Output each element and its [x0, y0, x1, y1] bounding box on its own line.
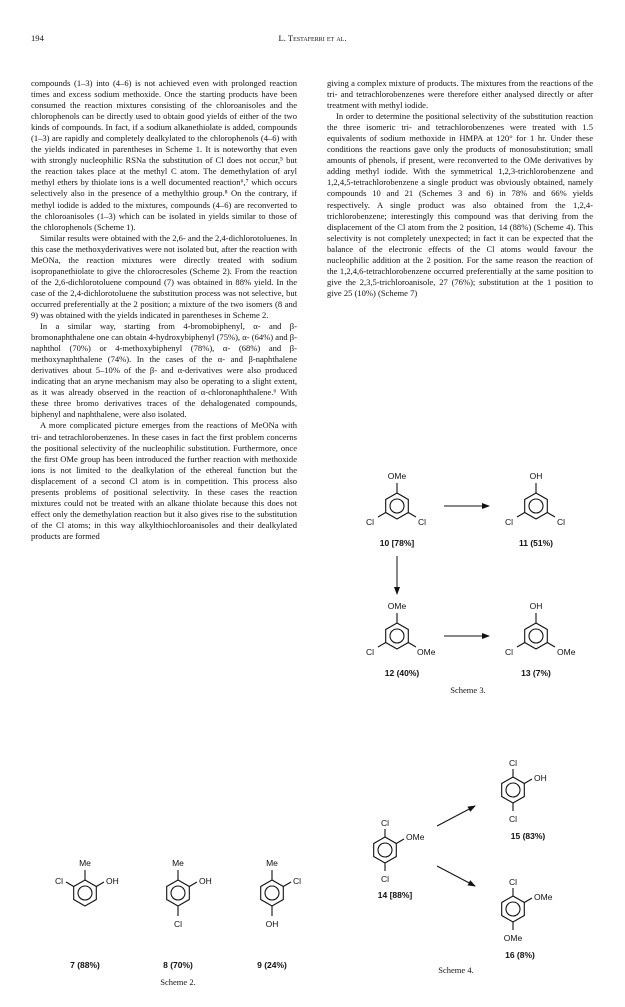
- paragraph: A more complicated picture emerges from the reactions of MeONa with tri- and tetrachlorobenzenes. In these cases in fact the first problem concerns the positional selectivity of the nucleophilic substitution. Furthermore, once the first OMe group has been introduced the further reaction with methoxide ions is not limited to the dealkylation of the ethereal function but the displacement of a second Cl atom is in competition. This process also presents problems of positional selectivity. In these cases the reaction mixtures could not be treated with an alkane thiolate because this does not effect only the demethylation reaction but it also gives rise to the substitution of the Cl atoms; in this way alkylthiochloroanisoles and their dealkylated products are formed: [31, 420, 297, 541]
- compound-12: [366, 601, 436, 678]
- compound-label: 14 [88%]: [377, 890, 413, 900]
- substituent-right: Cl: [557, 517, 566, 527]
- substituent-top: OH: [529, 471, 543, 481]
- compound-7: [55, 858, 119, 970]
- compound-label: 16 (8%): [505, 950, 535, 960]
- running-title: L. Testaferri et al.: [278, 33, 347, 43]
- substituent-top: Cl: [380, 818, 390, 828]
- substituent-top: Me: [79, 858, 91, 868]
- compound-8: [163, 858, 212, 970]
- substituent-right: Cl: [418, 517, 427, 527]
- paragraph: compounds (1–3) into (4–6) is not achieved even with prolonged reaction times and excess sodium methoxide. Once the starting products have been consumed the reaction mixtures consisting of the chloroanisoles and the chlorophenols can be directly used to obtain good yields of either of the two kinds of compounds. In fact, if a sodium alkanethiolate is added, compounds (1–3) are rapidly and completely dealkylated to the chlorophenols (4–6) with the yields indicated in parentheses in Scheme 1. It is noteworthy that even with strongly nucleophilic RSNa the substitution of Cl does not occur,⁵ but the reaction takes place at the methyl C atom. The demethylation of aryl methyl ethers by thiolate ions is a well documented reaction⁶,⁷ which occurs selectively also in the presence of a methylthio group.⁸ On the contrary, if methyl iodide is added to the mixtures, compounds (4–6) are reconverted to the chloroanisoles (1–3) which can be isolated in yields similar to those of the chlorophenols (Scheme 1).: [31, 78, 297, 232]
- paragraph: Similar results were obtained with the 2,6- and the 2,4-dichlorotoluenes. In this case the methoxyderivatives were not isolated but, after the reaction with MeONa, the reaction mixtures were directly treated with sodium isopropanethiolate to give the chlorocresoles (Scheme 2). From the reaction of the 2,6-dichlorotoluene compound (7) was obtained in 88% yield. In the case of the 2,4-dichlorotoluene the substitution process was not selective, but occurred preferentially at the 2 position; a mixture of the two isomers (8 and 9) was obtained with the yields indicated in parentheses in Scheme 2.: [31, 232, 297, 320]
- compound-label: 7 (88%): [70, 960, 100, 970]
- compound-9: [257, 858, 301, 970]
- compound-16: [502, 877, 553, 960]
- substituent-right: OMe: [417, 647, 436, 657]
- compound-label: 11 (51%): [518, 538, 554, 548]
- compound-label: 8 (70%): [163, 960, 193, 970]
- paragraph: In a similar way, starting from 4-bromobiphenyl, α- and β-bromonaphthalene one can obtain 4-hydroxybiphenyl (75%), α- (64%) and β-naphthol (70%) or 4-methoxybiphenyl (78%), α- (68%) and β-methoxynaphthalene (74%). In the cases of the α- and β-naphthalene derivatives about 5–10% of the β- and α-derivatives were also produced indicating that an aryne mechanism may also be operating to a slight extent, as it was already observed in the reaction of α-chloronaphthalene.⁶ With these three bromo derivatives traces of the dehalogenated compounds, biphenyl and naphthalene, were also isolated.: [31, 321, 297, 420]
- compound-13: [505, 601, 576, 678]
- scheme-caption: Scheme 2.: [160, 977, 196, 987]
- substituent-left: Cl: [365, 517, 374, 527]
- substituent-right: OH: [199, 876, 212, 886]
- compound-label: 9 (24%): [257, 960, 287, 970]
- scheme-caption: Scheme 3.: [450, 685, 486, 695]
- substituent-bottom: OH: [265, 919, 279, 929]
- substituent-right: OH: [534, 773, 547, 783]
- substituent-top: Me: [172, 858, 184, 868]
- compound-label: 13 (7%): [521, 668, 551, 678]
- substituent-top: OMe: [387, 601, 407, 611]
- substituent-top: OH: [529, 601, 543, 611]
- substituent-bottom: Cl: [173, 919, 183, 929]
- substituent-left: Cl: [365, 647, 374, 657]
- substituent-right: OMe: [406, 832, 425, 842]
- reaction-arrow: [437, 806, 475, 826]
- substituent-top: OMe: [387, 471, 407, 481]
- substituent-bottom: Cl: [508, 814, 518, 824]
- paragraph: In order to determine the positional selectivity of the substitution reaction the three isomeric tri- and tetrachlorobenzenes were treated with 1.5 equivalents of sodium methoxide in HMPA at 120° for 1 hr. Under these conditions the reactions gave only the products of monosubstitution; small amounts of phenols, if present, were reconverted to the OMe derivatives by adding methyl iodide. With the symmetrical 1,2,3-trichlorobenzene and 1,2,4,5-tetrachlorobenzene a single product was obviously obtained, namely compounds 10 and 21 (Schemes 3 and 6) in 78% and 66% yields respectively. A single product was also obtained from the 1,2,4-trichlorobenzene; interestingly this compound was that deriving from the displacement of the Cl atom from the 2 position, 14 (88%) (Scheme 4). This selectivity is not completely unexpected; in fact it can be expected that the balance of the electronic effects of the Cl atoms would favour the nucleophilic addition at the 2 position. For the same reason the reaction of the 1,2,4,6-tetrachlorobenzene occurred preferentially at the same position to give the 2,3,5-trichloroanisole, 27 (76%); substitution at the 1 position to give 25 (10%) (Scheme 7): [327, 111, 593, 298]
- substituent-right: Cl: [293, 876, 302, 886]
- compound-label: 12 (40%): [384, 668, 420, 678]
- substituent-right: OMe: [534, 892, 553, 902]
- compound-label: 15 (83%): [510, 831, 546, 841]
- paragraph: giving a complex mixture of products. The mixtures from the reactions of the tri- and tetrachlorobenzenes were therefore either analysed directly or after treatment with methyl iodide.: [327, 78, 593, 111]
- substituent-left: Cl: [54, 876, 63, 886]
- substituent-top: Cl: [508, 758, 518, 768]
- substituent-bottom: OMe: [503, 933, 523, 943]
- substituent-left: Cl: [504, 647, 513, 657]
- substituent-right: OMe: [557, 647, 576, 657]
- scheme-caption: Scheme 4.: [438, 965, 474, 975]
- page-number: 194: [31, 33, 44, 43]
- compound-10: [366, 471, 426, 548]
- substituent-left: Cl: [504, 517, 513, 527]
- compound-label: 10 [78%]: [379, 538, 415, 548]
- reaction-arrow: [437, 866, 475, 886]
- compound-11: [505, 471, 565, 548]
- substituent-top: Cl: [508, 877, 518, 887]
- substituent-top: Me: [266, 858, 278, 868]
- substituent-right: OH: [106, 876, 119, 886]
- substituent-bottom: Cl: [380, 874, 390, 884]
- compound-14: [374, 818, 425, 900]
- compound-15: [502, 758, 547, 841]
